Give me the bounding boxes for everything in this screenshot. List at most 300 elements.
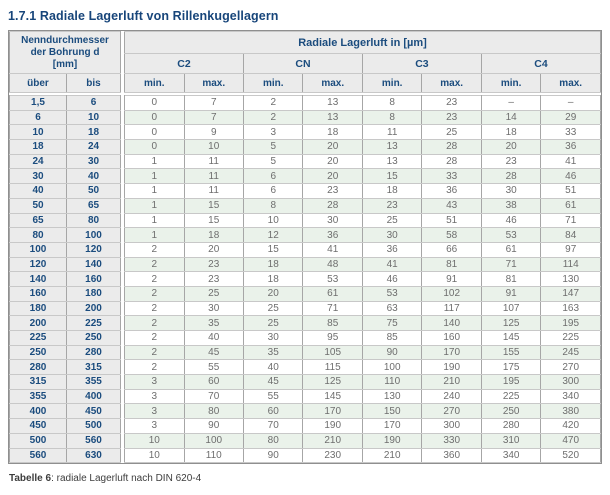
value-cell: 130 — [541, 272, 601, 287]
value-cell: 190 — [362, 433, 421, 448]
value-cell: 20 — [303, 140, 362, 155]
value-cell: 13 — [362, 154, 421, 169]
table-row — [10, 140, 601, 155]
value-cell: 195 — [541, 316, 601, 331]
value-cell: 100 — [184, 433, 243, 448]
min-header-c2: min. — [125, 74, 184, 93]
bore-over-cell: 560 — [10, 448, 67, 463]
bore-to-cell: 18 — [67, 125, 121, 140]
table-row — [10, 272, 601, 287]
value-cell: 125 — [481, 316, 540, 331]
table-row — [10, 419, 601, 434]
class-header-c2: C2 — [125, 54, 244, 74]
value-cell: 51 — [422, 213, 481, 228]
bore-over-cell: 24 — [10, 154, 67, 169]
value-cell: 117 — [422, 301, 481, 316]
value-cell: 10 — [243, 213, 302, 228]
value-cell: 2 — [125, 242, 184, 257]
value-cell: 28 — [422, 154, 481, 169]
value-cell: 2 — [125, 345, 184, 360]
bore-over-cell: 30 — [10, 169, 67, 184]
bore-diameter-header: Nenndurchmesser der Bohrung d [mm] — [10, 32, 121, 74]
value-cell: 85 — [362, 331, 421, 346]
table-row — [10, 125, 601, 140]
value-cell: 140 — [422, 316, 481, 331]
value-cell: 155 — [481, 345, 540, 360]
value-cell: 28 — [481, 169, 540, 184]
table-row — [10, 96, 601, 111]
value-cell: 30 — [303, 213, 362, 228]
value-cell: 20 — [243, 286, 302, 301]
value-cell: 310 — [481, 433, 540, 448]
value-cell: 25 — [422, 125, 481, 140]
table-row — [10, 286, 601, 301]
table-row — [10, 375, 601, 390]
table-row — [10, 198, 601, 213]
value-cell: 15 — [243, 242, 302, 257]
value-cell: 11 — [184, 154, 243, 169]
bore-over-cell: 100 — [10, 242, 67, 257]
value-cell: 90 — [243, 448, 302, 463]
bore-over-cell: 80 — [10, 228, 67, 243]
value-cell: 41 — [362, 257, 421, 272]
bore-to-cell: 200 — [67, 301, 121, 316]
bore-to-cell: 30 — [67, 154, 121, 169]
table-row — [10, 154, 601, 169]
value-cell: 28 — [422, 140, 481, 155]
value-cell: 300 — [422, 419, 481, 434]
bore-to-cell: 160 — [67, 272, 121, 287]
value-cell: 23 — [184, 257, 243, 272]
value-cell: 18 — [303, 125, 362, 140]
table-row — [10, 345, 601, 360]
bore-over-cell: 10 — [10, 125, 67, 140]
value-cell: 10 — [125, 433, 184, 448]
value-cell: 0 — [125, 140, 184, 155]
value-cell: 2 — [125, 272, 184, 287]
value-cell: 190 — [422, 360, 481, 375]
value-cell: 0 — [125, 96, 184, 111]
bore-over-cell: 50 — [10, 198, 67, 213]
value-cell: 51 — [541, 184, 601, 199]
table-row — [10, 331, 601, 346]
table-row — [10, 404, 601, 419]
class-header-cn: CN — [243, 54, 362, 74]
bore-to-cell: 400 — [67, 389, 121, 404]
value-cell: 58 — [422, 228, 481, 243]
value-cell: 470 — [541, 433, 601, 448]
value-cell: 46 — [362, 272, 421, 287]
bore-over-cell: 355 — [10, 389, 67, 404]
value-cell: 66 — [422, 242, 481, 257]
table-row — [10, 389, 601, 404]
bore-over-cell: 6 — [10, 110, 67, 125]
table-row — [10, 301, 601, 316]
bore-to-cell: 355 — [67, 375, 121, 390]
value-cell: 1 — [125, 184, 184, 199]
value-cell: 46 — [481, 213, 540, 228]
bore-over-cell: 140 — [10, 272, 67, 287]
value-cell: 340 — [541, 389, 601, 404]
table-row — [10, 242, 601, 257]
value-cell: 330 — [422, 433, 481, 448]
value-cell: 25 — [362, 213, 421, 228]
bore-to-cell: 24 — [67, 140, 121, 155]
value-cell: 20 — [303, 154, 362, 169]
bore-over-cell: 225 — [10, 331, 67, 346]
value-cell: 36 — [422, 184, 481, 199]
value-cell: 270 — [541, 360, 601, 375]
value-cell: 145 — [481, 331, 540, 346]
value-cell: 230 — [303, 448, 362, 463]
caption-text: : radiale Lagerluft nach DIN 620-4 — [51, 473, 202, 485]
value-cell: 70 — [184, 389, 243, 404]
value-cell: 55 — [184, 360, 243, 375]
value-cell: 15 — [362, 169, 421, 184]
bore-to-cell: 450 — [67, 404, 121, 419]
value-cell: 60 — [184, 375, 243, 390]
bore-to-cell: 250 — [67, 331, 121, 346]
value-cell: 210 — [303, 433, 362, 448]
bore-to-cell: 315 — [67, 360, 121, 375]
min-header-c3: min. — [362, 74, 421, 93]
value-cell: 11 — [362, 125, 421, 140]
bore-over-cell: 40 — [10, 184, 67, 199]
value-cell: 18 — [362, 184, 421, 199]
bore-over-cell: 400 — [10, 404, 67, 419]
value-cell: 147 — [541, 286, 601, 301]
value-cell: 115 — [303, 360, 362, 375]
value-cell: 95 — [303, 331, 362, 346]
value-cell: 43 — [422, 198, 481, 213]
value-cell: 3 — [243, 125, 302, 140]
value-cell: 85 — [303, 316, 362, 331]
value-cell: 2 — [125, 301, 184, 316]
bore-over-cell: 200 — [10, 316, 67, 331]
value-cell: 8 — [243, 198, 302, 213]
table-row — [10, 448, 601, 463]
value-cell: 125 — [303, 375, 362, 390]
value-cell: 170 — [362, 419, 421, 434]
bore-over-cell: 280 — [10, 360, 67, 375]
value-cell: 250 — [481, 404, 540, 419]
bore-over-cell: 500 — [10, 433, 67, 448]
value-cell: 15 — [184, 213, 243, 228]
value-cell: 210 — [362, 448, 421, 463]
value-cell: 20 — [303, 169, 362, 184]
value-cell: 195 — [481, 375, 540, 390]
value-cell: 18 — [243, 257, 302, 272]
value-cell: 107 — [481, 301, 540, 316]
bore-to-cell: 140 — [67, 257, 121, 272]
value-cell: 2 — [125, 331, 184, 346]
value-cell: 18 — [243, 272, 302, 287]
value-cell: 520 — [541, 448, 601, 463]
bore-to-cell: 225 — [67, 316, 121, 331]
value-cell: 70 — [243, 419, 302, 434]
value-cell: 38 — [481, 198, 540, 213]
max-header-c3: max. — [422, 74, 481, 93]
header-row-group — [10, 32, 601, 54]
bore-to-cell: 100 — [67, 228, 121, 243]
value-cell: 2 — [125, 286, 184, 301]
value-cell: 170 — [303, 404, 362, 419]
value-cell: 40 — [184, 331, 243, 346]
over-header: über — [10, 74, 67, 93]
value-cell: 35 — [184, 316, 243, 331]
value-cell: 1 — [125, 154, 184, 169]
value-cell: 28 — [303, 198, 362, 213]
bore-to-cell: 10 — [67, 110, 121, 125]
value-cell: 40 — [243, 360, 302, 375]
bore-to-cell: 180 — [67, 286, 121, 301]
table-row — [10, 228, 601, 243]
value-cell: 8 — [362, 96, 421, 111]
bore-to-cell: 630 — [67, 448, 121, 463]
value-cell: 84 — [541, 228, 601, 243]
table-row — [10, 360, 601, 375]
value-cell: 5 — [243, 154, 302, 169]
value-cell: 53 — [303, 272, 362, 287]
min-header-cn: min. — [243, 74, 302, 93]
bore-over-cell: 1,5 — [10, 96, 67, 111]
value-cell: 300 — [541, 375, 601, 390]
value-cell: 6 — [243, 169, 302, 184]
table-header — [10, 32, 601, 96]
bore-to-cell: 560 — [67, 433, 121, 448]
value-cell: 7 — [184, 96, 243, 111]
value-cell: 81 — [422, 257, 481, 272]
bore-to-cell: 80 — [67, 213, 121, 228]
max-header-c4: max. — [541, 74, 601, 93]
bore-to-cell: 280 — [67, 345, 121, 360]
value-cell: 9 — [184, 125, 243, 140]
value-cell: 61 — [303, 286, 362, 301]
value-cell: 45 — [184, 345, 243, 360]
value-cell: 1 — [125, 169, 184, 184]
value-cell: 160 — [422, 331, 481, 346]
value-cell: 270 — [422, 404, 481, 419]
value-cell: 145 — [303, 389, 362, 404]
value-cell: 45 — [243, 375, 302, 390]
value-cell: 163 — [541, 301, 601, 316]
value-cell: 245 — [541, 345, 601, 360]
value-cell: 61 — [541, 198, 601, 213]
value-cell: 1 — [125, 228, 184, 243]
value-cell: 190 — [303, 419, 362, 434]
value-cell: 0 — [125, 110, 184, 125]
value-cell: 12 — [243, 228, 302, 243]
value-cell: 18 — [184, 228, 243, 243]
value-cell: 29 — [541, 110, 601, 125]
value-cell: 53 — [362, 286, 421, 301]
bore-over-cell: 180 — [10, 301, 67, 316]
value-cell: 2 — [125, 360, 184, 375]
value-cell: 36 — [541, 140, 601, 155]
value-cell: 36 — [362, 242, 421, 257]
value-cell: 210 — [422, 375, 481, 390]
max-header-cn: max. — [303, 74, 362, 93]
value-cell: 8 — [362, 110, 421, 125]
value-cell: 3 — [125, 375, 184, 390]
value-cell: 46 — [541, 169, 601, 184]
value-cell: 75 — [362, 316, 421, 331]
value-cell: 91 — [422, 272, 481, 287]
caption-label: Tabelle 6 — [9, 473, 52, 485]
bore-over-cell: 160 — [10, 286, 67, 301]
table-row — [10, 257, 601, 272]
header-row-minmax — [10, 74, 601, 93]
radial-clearance-header: Radiale Lagerluft in [µm] — [125, 32, 601, 54]
table-frame — [8, 30, 602, 464]
value-cell: 80 — [184, 404, 243, 419]
bore-over-cell: 250 — [10, 345, 67, 360]
value-cell: 110 — [184, 448, 243, 463]
radial-clearance-table — [9, 31, 601, 463]
value-cell: – — [481, 96, 540, 111]
value-cell: 20 — [184, 242, 243, 257]
bore-to-cell: 40 — [67, 169, 121, 184]
value-cell: 11 — [184, 169, 243, 184]
value-cell: 33 — [422, 169, 481, 184]
bore-over-cell: 450 — [10, 419, 67, 434]
value-cell: 25 — [184, 286, 243, 301]
value-cell: 105 — [303, 345, 362, 360]
value-cell: 7 — [184, 110, 243, 125]
value-cell: 360 — [422, 448, 481, 463]
value-cell: 13 — [303, 96, 362, 111]
value-cell: 150 — [362, 404, 421, 419]
value-cell: 10 — [184, 140, 243, 155]
value-cell: 240 — [422, 389, 481, 404]
bore-to-cell: 120 — [67, 242, 121, 257]
value-cell: 2 — [125, 257, 184, 272]
value-cell: 1 — [125, 213, 184, 228]
bore-to-cell: 500 — [67, 419, 121, 434]
value-cell: 2 — [125, 316, 184, 331]
value-cell: 23 — [481, 154, 540, 169]
value-cell: – — [541, 96, 601, 111]
to-header: bis — [67, 74, 121, 93]
value-cell: 90 — [184, 419, 243, 434]
value-cell: 25 — [243, 301, 302, 316]
value-cell: 114 — [541, 257, 601, 272]
value-cell: 130 — [362, 389, 421, 404]
value-cell: 1 — [125, 198, 184, 213]
value-cell: 340 — [481, 448, 540, 463]
class-header-c3: C3 — [362, 54, 481, 74]
value-cell: 23 — [184, 272, 243, 287]
value-cell: 14 — [481, 110, 540, 125]
value-cell: 3 — [125, 389, 184, 404]
value-cell: 81 — [481, 272, 540, 287]
value-cell: 102 — [422, 286, 481, 301]
bore-over-cell: 65 — [10, 213, 67, 228]
value-cell: 11 — [184, 184, 243, 199]
table-row — [10, 184, 601, 199]
value-cell: 23 — [422, 110, 481, 125]
value-cell: 30 — [481, 184, 540, 199]
bore-over-cell: 315 — [10, 375, 67, 390]
value-cell: 225 — [481, 389, 540, 404]
value-cell: 33 — [541, 125, 601, 140]
value-cell: 30 — [184, 301, 243, 316]
value-cell: 13 — [362, 140, 421, 155]
value-cell: 63 — [362, 301, 421, 316]
value-cell: 35 — [243, 345, 302, 360]
value-cell: 30 — [362, 228, 421, 243]
value-cell: 5 — [243, 140, 302, 155]
value-cell: 15 — [184, 198, 243, 213]
value-cell: 420 — [541, 419, 601, 434]
value-cell: 60 — [243, 404, 302, 419]
bore-to-cell: 6 — [67, 96, 121, 111]
value-cell: 30 — [243, 331, 302, 346]
table-row — [10, 316, 601, 331]
value-cell: 3 — [125, 404, 184, 419]
value-cell: 6 — [243, 184, 302, 199]
bore-over-cell: 120 — [10, 257, 67, 272]
value-cell: 36 — [303, 228, 362, 243]
section-title: 1.7.1 Radiale Lagerluft von Rillenkugellagern — [8, 9, 279, 23]
value-cell: 225 — [541, 331, 601, 346]
value-cell: 97 — [541, 242, 601, 257]
table-row — [10, 213, 601, 228]
value-cell: 23 — [422, 96, 481, 111]
table-body — [10, 96, 601, 463]
value-cell: 23 — [362, 198, 421, 213]
value-cell: 90 — [362, 345, 421, 360]
value-cell: 380 — [541, 404, 601, 419]
bore-over-cell: 18 — [10, 140, 67, 155]
table-caption — [9, 473, 602, 484]
value-cell: 61 — [481, 242, 540, 257]
table-row — [10, 169, 601, 184]
value-cell: 0 — [125, 125, 184, 140]
value-cell: 20 — [481, 140, 540, 155]
bore-to-cell: 50 — [67, 184, 121, 199]
value-cell: 175 — [481, 360, 540, 375]
value-cell: 23 — [303, 184, 362, 199]
table-row — [10, 110, 601, 125]
value-cell: 91 — [481, 286, 540, 301]
value-cell: 2 — [243, 110, 302, 125]
value-cell: 10 — [125, 448, 184, 463]
value-cell: 3 — [125, 419, 184, 434]
value-cell: 110 — [362, 375, 421, 390]
class-header-c4: C4 — [481, 54, 600, 74]
value-cell: 2 — [243, 96, 302, 111]
value-cell: 48 — [303, 257, 362, 272]
value-cell: 280 — [481, 419, 540, 434]
value-cell: 71 — [303, 301, 362, 316]
table-row — [10, 433, 601, 448]
max-header-c2: max. — [184, 74, 243, 93]
value-cell: 41 — [303, 242, 362, 257]
value-cell: 53 — [481, 228, 540, 243]
value-cell: 55 — [243, 389, 302, 404]
value-cell: 41 — [541, 154, 601, 169]
value-cell: 13 — [303, 110, 362, 125]
value-cell: 80 — [243, 433, 302, 448]
value-cell: 71 — [541, 213, 601, 228]
value-cell: 71 — [481, 257, 540, 272]
value-cell: 100 — [362, 360, 421, 375]
value-cell: 18 — [481, 125, 540, 140]
value-cell: 170 — [422, 345, 481, 360]
min-header-c4: min. — [481, 74, 540, 93]
value-cell: 25 — [243, 316, 302, 331]
